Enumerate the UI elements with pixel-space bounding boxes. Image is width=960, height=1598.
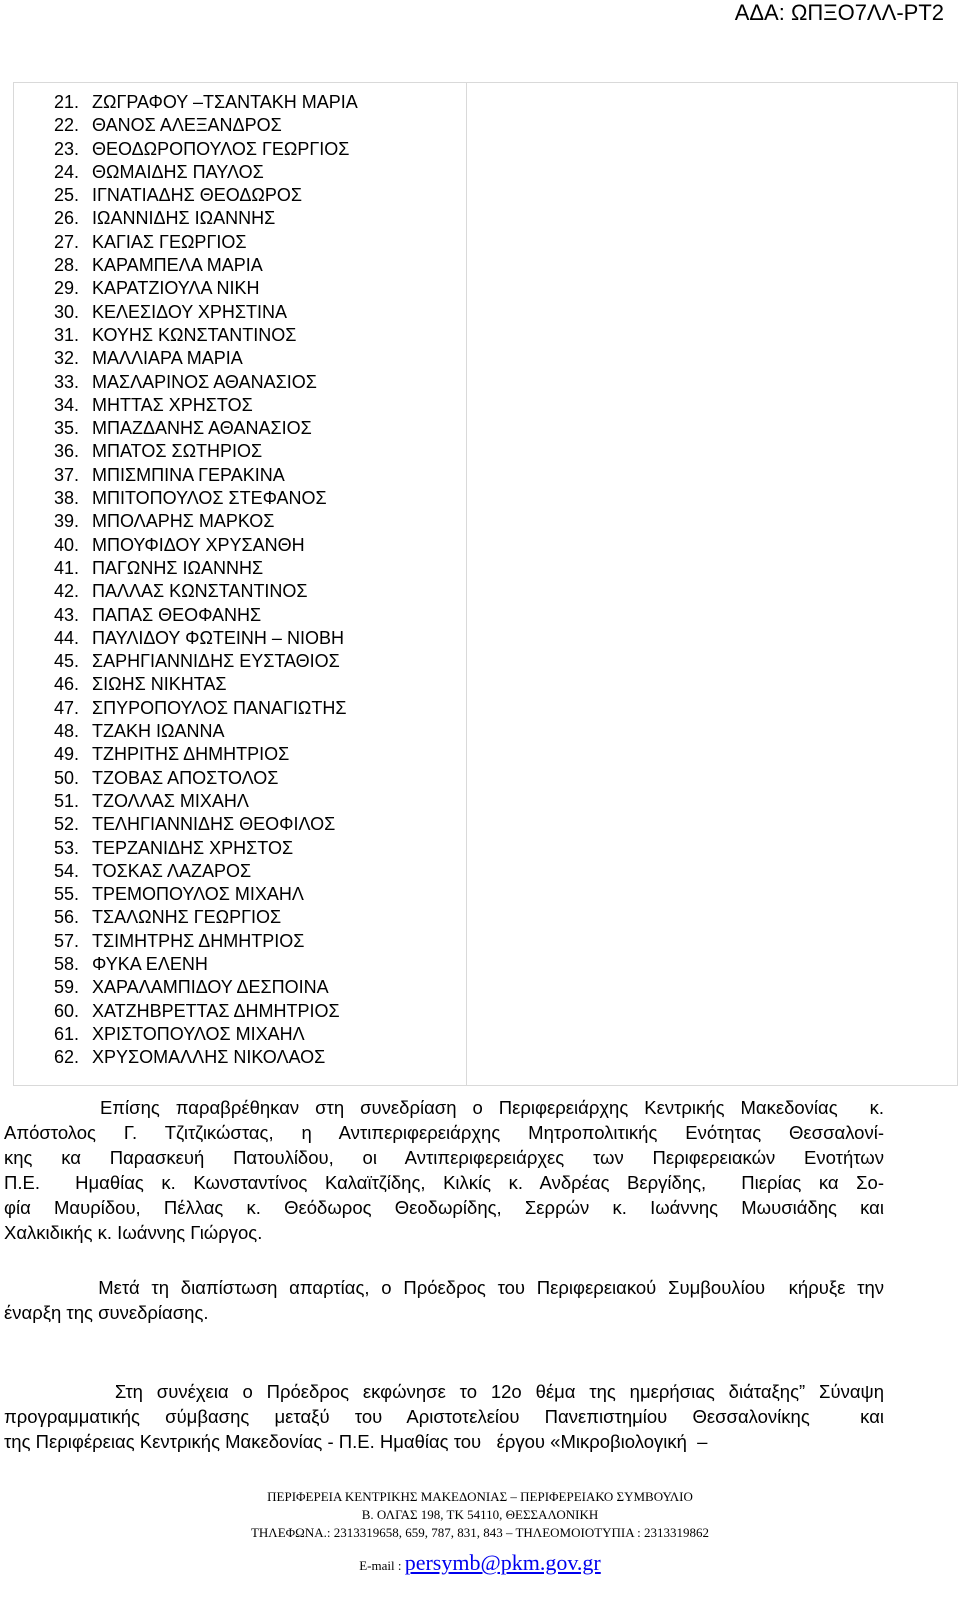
list-item	[54, 976, 358, 999]
list-item	[54, 534, 358, 557]
member-number: 60.	[54, 1000, 80, 1021]
paragraph-line: της Περιφέρειας Κεντρικής Μακεδονίας - Π.Ε. Ημαθίας του έργου «Μικροβιολογική –	[4, 1431, 708, 1452]
member-name: ΤΕΛΗΓΙΑΝΝΙΔΗΣ ΘΕΟΦΙΛΟΣ	[92, 814, 336, 835]
list-item	[54, 231, 358, 254]
email-link[interactable]: persymb@pkm.gov.gr	[404, 1550, 601, 1575]
member-name: ΣΑΡΗΓΙΑΝΝΙΔΗΣ ΕΥΣΤΑΘΙΟΣ	[92, 651, 340, 672]
paragraph-line: Επίσης παραβρέθηκαν στη συνεδρίαση ο Περιφερειάρχης Κεντρικής Μακεδονίας κ.	[4, 1097, 884, 1118]
member-number: 30.	[54, 301, 80, 322]
member-name: ΣΙΩΗΣ ΝΙΚΗΤΑΣ	[92, 674, 227, 695]
list-item	[54, 813, 358, 836]
member-number: 42.	[54, 581, 80, 602]
list-item	[54, 580, 358, 603]
member-number: 54.	[54, 860, 80, 881]
list-item	[54, 114, 358, 137]
member-name: ΜΑΣΛΑΡΙΝΟΣ ΑΘΑΝΑΣΙΟΣ	[92, 371, 317, 392]
list-item	[54, 837, 358, 860]
list-item	[54, 487, 358, 510]
member-list	[54, 91, 358, 1069]
table-column-divider	[466, 83, 467, 1085]
list-item	[54, 254, 358, 277]
member-name: ΧΡΙΣΤΟΠΟΥΛΟΣ ΜΙΧΑΗΛ	[92, 1023, 305, 1044]
list-item	[54, 324, 358, 347]
agenda-item-paragraph	[4, 1379, 884, 1454]
member-number: 26.	[54, 208, 80, 229]
member-number: 52.	[54, 814, 80, 835]
member-number: 40.	[54, 534, 80, 555]
list-item	[54, 860, 358, 883]
member-name: ΙΓΝΑΤΙΑΔΗΣ ΘΕΟΔΩΡΟΣ	[92, 185, 302, 206]
paragraph-line: έναρξη της συνεδρίασης.	[4, 1302, 209, 1323]
member-name: ΜΠΙΣΜΠΙΝΑ ΓΕΡΑΚΙΝΑ	[92, 464, 285, 485]
member-name: ΜΗΤΤΑΣ ΧΡΗΣΤΟΣ	[92, 394, 253, 415]
member-name: ΠΑΛΛΑΣ ΚΩΝΣΤΑΝΤΙΝΟΣ	[92, 581, 308, 602]
paragraph-line: φία Μαυρίδου, Πέλλας κ. Θεόδωρος Θεοδωρίδης, Σερρών κ. Ιωάννης Μωυσιάδης και	[4, 1197, 884, 1218]
paragraph-line: κης κα Παρασκευή Πατουλίδου, οι Αντιπεριφερειάρχες των Περιφερειακών Ενοτήτων	[4, 1147, 884, 1168]
list-item	[54, 207, 358, 230]
member-number: 33.	[54, 371, 80, 392]
list-item	[54, 767, 358, 790]
member-number: 47.	[54, 697, 80, 718]
member-name: ΚΟΥΗΣ ΚΩΝΣΤΑΝΤΙΝΟΣ	[92, 324, 297, 345]
member-name: ΤΟΣΚΑΣ ΛΑΖΑΡΟΣ	[92, 860, 252, 881]
member-number: 32.	[54, 348, 80, 369]
paragraph-line: Μετά τη διαπίστωση απαρτίας, ο Πρόεδρος του Περιφερειακού Συμβουλίου κήρυξε την	[4, 1277, 884, 1298]
list-item	[54, 883, 358, 906]
member-number: 51.	[54, 790, 80, 811]
member-number: 62.	[54, 1047, 80, 1068]
member-number: 44.	[54, 627, 80, 648]
list-item	[54, 440, 358, 463]
members-table	[13, 82, 958, 1086]
member-name: ΧΑΤΖΗΒΡΕΤΤΑΣ ΔΗΜΗΤΡΙΟΣ	[92, 1000, 340, 1021]
member-name: ΠΑΠΑΣ ΘΕΟΦΑΝΗΣ	[92, 604, 262, 625]
member-number: 39.	[54, 511, 80, 532]
member-name: ΘΑΝΟΣ ΑΛΕΞΑΝΔΡΟΣ	[92, 115, 282, 136]
member-number: 59.	[54, 977, 80, 998]
member-name: ΜΠΟΛΑΡΗΣ ΜΑΡΚΟΣ	[92, 511, 275, 532]
paragraph-line: Στη συνέχεια ο Πρόεδρος εκφώνησε το 12ο θέμα της ημερήσιας διάταξης” Σύναψη	[4, 1381, 884, 1402]
list-item	[54, 604, 358, 627]
member-number: 25.	[54, 185, 80, 206]
member-number: 57.	[54, 930, 80, 951]
list-item	[54, 673, 358, 696]
member-number: 37.	[54, 464, 80, 485]
list-item	[54, 510, 358, 533]
member-name: ΜΠΑΖΔΑΝΗΣ ΑΘΑΝΑΣΙΟΣ	[92, 418, 312, 439]
ada-code: ΑΔΑ: ΩΠΞΟ7ΛΛ-ΡΤ2	[734, 0, 944, 25]
member-name: ΙΩΑΝΝΙΔΗΣ ΙΩΑΝΝΗΣ	[92, 208, 276, 229]
member-number: 28.	[54, 255, 80, 276]
list-item	[54, 1023, 358, 1046]
quorum-paragraph	[4, 1275, 884, 1325]
member-name: ΤΖΗΡΙΤΗΣ ΔΗΜΗΤΡΙΟΣ	[92, 744, 290, 765]
member-name: ΤΖΟΛΛΑΣ ΜΙΧΑΗΛ	[92, 790, 249, 811]
member-number: 41.	[54, 557, 80, 578]
member-name: ΚΑΓΙΑΣ ΓΕΩΡΓΙΟΣ	[92, 231, 247, 252]
member-number: 56.	[54, 907, 80, 928]
member-number: 53.	[54, 837, 80, 858]
footer-phones: ΤΗΛΕΦΩΝΑ.: 2313319658, 659, 787, 831, 843 – ΤΗΛΕΟΜΟΙΟΤΥΠΙΑ : 2313319862	[250, 1525, 710, 1540]
member-number: 21.	[54, 92, 80, 112]
member-name: ΤΡΕΜΟΠΟΥΛΟΣ ΜΙΧΑΗΛ	[92, 884, 304, 905]
list-item	[54, 906, 358, 929]
member-number: 61.	[54, 1023, 80, 1044]
member-name: ΚΑΡΑΤΖΙΟΥΛΑ ΝΙΚΗ	[92, 278, 260, 299]
member-name: ΤΖΟΒΑΣ ΑΠΟΣΤΟΛΟΣ	[92, 767, 279, 788]
member-number: 22.	[54, 115, 80, 136]
member-number: 50.	[54, 767, 80, 788]
member-name: ΜΠΑΤΟΣ ΣΩΤΗΡΙΟΣ	[92, 441, 263, 462]
member-name: ΦΥΚΑ ΕΛΕΝΗ	[92, 953, 208, 974]
member-name: ΜΠΙΤΟΠΟΥΛΟΣ ΣΤΕΦΑΝΟΣ	[92, 488, 327, 509]
list-item	[54, 417, 358, 440]
list-item	[54, 650, 358, 673]
member-name: ΧΑΡΑΛΑΜΠΙΔΟΥ ΔΕΣΠΟΙΝΑ	[92, 977, 329, 998]
member-number: 49.	[54, 744, 80, 765]
footer-address: Β. ΟΛΓΑΣ 198, ΤΚ 54110, ΘΕΣΣΑΛΟΝΙΚΗ	[361, 1507, 599, 1522]
member-number: 34.	[54, 394, 80, 415]
member-number: 45.	[54, 651, 80, 672]
list-item	[54, 720, 358, 743]
list-item	[54, 394, 358, 417]
list-item	[54, 347, 358, 370]
member-name: ΤΖΑΚΗ ΙΩΑΝΝΑ	[92, 721, 225, 742]
list-item	[54, 371, 358, 394]
member-name: ΜΑΛΛΙΑΡΑ ΜΑΡΙΑ	[92, 348, 243, 369]
list-item	[54, 790, 358, 813]
list-item	[54, 697, 358, 720]
paragraph-line: Χαλκιδικής κ. Ιωάννης Γιώργος.	[4, 1222, 263, 1243]
member-number: 48.	[54, 721, 80, 742]
member-name: ΤΕΡΖΑΝΙΔΗΣ ΧΡΗΣΤΟΣ	[92, 837, 294, 858]
list-item	[54, 557, 358, 580]
list-item	[54, 91, 358, 114]
member-name: ΠΑΓΩΝΗΣ ΙΩΑΝΝΗΣ	[92, 557, 264, 578]
member-number: 27.	[54, 231, 80, 252]
member-number: 46.	[54, 674, 80, 695]
member-name: ΖΩΓΡΑΦΟΥ –ΤΣΑΝΤΑΚΗ ΜΑΡΙΑ	[92, 92, 358, 112]
member-name: ΘΩΜΑΙΔΗΣ ΠΑΥΛΟΣ	[92, 161, 264, 182]
member-name: ΤΣΑΛΩΝΗΣ ΓΕΩΡΓΙΟΣ	[92, 907, 282, 928]
member-name: ΤΣΙΜΗΤΡΗΣ ΔΗΜΗΤΡΙΟΣ	[92, 930, 305, 951]
member-number: 23.	[54, 138, 80, 159]
member-number: 43.	[54, 604, 80, 625]
list-item	[54, 930, 358, 953]
footer-organization: ΠΕΡΙΦΕΡΕΙΑ ΚΕΝΤΡΙΚΗΣ ΜΑΚΕΔΟΝΙΑΣ – ΠΕΡΙΦΕΡΕΙΑΚΟ ΣΥΜΒΟΥΛΙΟ	[267, 1489, 693, 1504]
list-item	[54, 184, 358, 207]
list-item	[54, 1000, 358, 1023]
page-footer	[0, 1488, 960, 1579]
member-name: ΜΠΟΥΦΙΔΟΥ ΧΡΥΣΑΝΘΗ	[92, 534, 305, 555]
member-number: 24.	[54, 161, 80, 182]
list-item	[54, 301, 358, 324]
paragraph-line: Π.Ε. Ημαθίας κ. Κωνσταντίνος Καλαϊτζίδης, Κιλκίς κ. Ανδρέας Βεργίδης, Πιερίας κα Σο-	[4, 1172, 884, 1193]
member-number: 58.	[54, 953, 80, 974]
member-name: ΣΠΥΡΟΠΟΥΛΟΣ ΠΑΝΑΓΙΩΤΗΣ	[92, 697, 347, 718]
attendees-paragraph	[4, 1095, 884, 1245]
list-item	[54, 1046, 358, 1069]
list-item	[54, 464, 358, 487]
list-item	[54, 277, 358, 300]
member-name: ΘΕΟΔΩΡΟΠΟΥΛΟΣ ΓΕΩΡΓΙΟΣ	[92, 138, 350, 159]
list-item	[54, 138, 358, 161]
list-item	[54, 953, 358, 976]
member-number: 29.	[54, 278, 80, 299]
list-item	[54, 161, 358, 184]
member-number: 31.	[54, 324, 80, 345]
paragraph-line: Απόστολος Γ. Τζιτζικώστας, η Αντιπεριφερειάρχης Μητροπολιτικής Ενότητας Θεσσαλονί-	[4, 1122, 884, 1143]
member-number: 36.	[54, 441, 80, 462]
member-number: 35.	[54, 418, 80, 439]
footer-email-line	[0, 1550, 960, 1579]
member-number: 55.	[54, 884, 80, 905]
paragraph-line: προγραμματικής σύμβασης μεταξύ του Αριστοτελείου Πανεπιστημίου Θεσσαλονίκης και	[4, 1406, 884, 1427]
list-item	[54, 743, 358, 766]
member-number: 38.	[54, 488, 80, 509]
member-name: ΚΑΡΑΜΠΕΛΑ ΜΑΡΙΑ	[92, 255, 263, 276]
member-name: ΠΑΥΛΙΔΟΥ ΦΩΤΕΙΝΗ – ΝΙΟΒΗ	[92, 627, 344, 648]
list-item	[54, 627, 358, 650]
email-label: E-mail :	[359, 1558, 405, 1573]
member-name: ΚΕΛΕΣΙΔΟΥ ΧΡΗΣΤΙΝΑ	[92, 301, 288, 322]
member-name: ΧΡΥΣΟΜΑΛΛΗΣ ΝΙΚΟΛΑΟΣ	[92, 1047, 326, 1068]
